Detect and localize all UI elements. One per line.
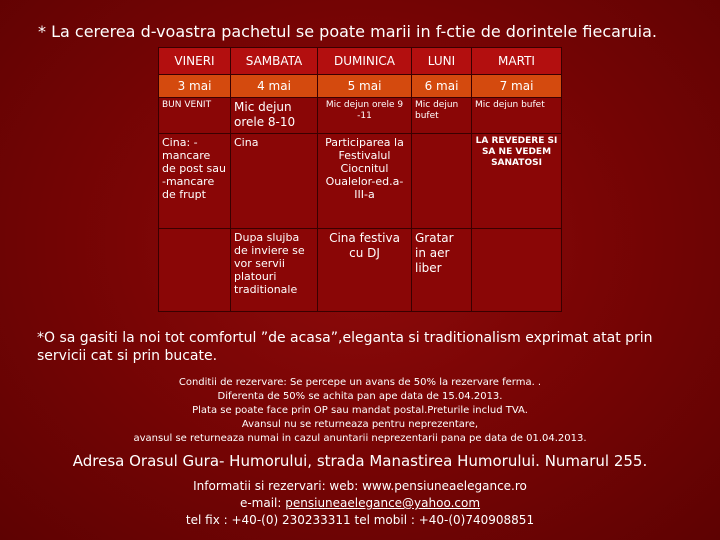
day-header-row xyxy=(159,48,562,75)
email-label: e-mail: xyxy=(239,496,286,510)
cell-sambata: Mic dejun orele 8-10 xyxy=(231,98,318,134)
day-header: SAMBATA xyxy=(231,48,318,75)
schedule-row-morning xyxy=(159,98,562,134)
cell-duminica: Participarea la Festivalul Ciocnitul Oualelor-ed.a-III-a xyxy=(318,134,412,229)
date-cell: 7 mai xyxy=(472,75,562,98)
contact-email-line xyxy=(0,495,720,512)
date-cell: 6 mai xyxy=(412,75,472,98)
page-title: * La cererea d-voastra pachetul se poate marii in f-ctie de dorintele fiecaruia. xyxy=(38,22,657,41)
day-header: VINERI xyxy=(159,48,231,75)
cell-sambata: Dupa slujba de inviere se vor servii platouri traditionale xyxy=(231,229,318,312)
condition-line: avansul se returneaza numai in cazul anuntarii neprezentarii pana pe data de 01.04.2013. xyxy=(133,433,587,444)
booking-conditions xyxy=(70,376,650,446)
day-header: LUNI xyxy=(412,48,472,75)
date-cell: 3 mai xyxy=(159,75,231,98)
contact-phones: tel fix : +40-(0) 230233311 tel mobil : +40-(0)740908851 xyxy=(185,513,535,527)
cell-duminica: Mic dejun orele 9 -11 xyxy=(318,98,412,134)
cell-duminica: Cina festiva cu DJ xyxy=(318,229,412,312)
address: Adresa Orasul Gura- Humorului, strada Manastirea Humorului. Numarul 255. xyxy=(72,452,648,470)
schedule-row-night xyxy=(159,229,562,312)
cell-luni: Gratar in aer liber xyxy=(412,229,472,312)
date-cell: 4 mai xyxy=(231,75,318,98)
cell-marti xyxy=(472,229,562,312)
condition-line: Plata se poate face prin OP sau mandat postal.Preturile includ TVA. xyxy=(192,405,528,416)
comfort-note: *O sa gasiti la noi tot comfortul ”de acasa”,eleganta si traditionalism exprimat atat prin servicii cat si prin bucate. xyxy=(37,330,653,364)
condition-line: Avansul nu se returneaza pentru neprezentare, xyxy=(241,419,479,430)
cell-luni xyxy=(412,134,472,229)
date-cell: 5 mai xyxy=(318,75,412,98)
cell-vineri xyxy=(159,229,231,312)
cell-sambata: Cina xyxy=(231,134,318,229)
date-row xyxy=(159,75,562,98)
contact-web: Informatii si rezervari: web: www.pensiuneaelegance.ro xyxy=(193,479,527,493)
contact-info xyxy=(0,478,720,529)
cell-vineri: Cina: -mancare de post sau -mancare de frupt xyxy=(159,134,231,229)
schedule-table xyxy=(158,47,562,312)
cell-vineri: BUN VENIT xyxy=(159,98,231,134)
cell-marti: Mic dejun bufet xyxy=(472,98,562,134)
email-link[interactable]: pensiuneaelegance@yahoo.com xyxy=(285,496,481,510)
schedule-row-evening xyxy=(159,134,562,229)
condition-line: Conditii de rezervare: Se percepe un avans de 50% la rezervare ferma. . xyxy=(178,377,542,388)
cell-luni: Mic dejun bufet xyxy=(412,98,472,134)
condition-line: Diferenta de 50% se achita pan ape data de 15.04.2013. xyxy=(217,391,503,402)
day-header: DUMINICA xyxy=(318,48,412,75)
day-header: MARTI xyxy=(472,48,562,75)
cell-marti: LA REVEDERE SI SA NE VEDEM SANATOSI xyxy=(472,134,562,229)
